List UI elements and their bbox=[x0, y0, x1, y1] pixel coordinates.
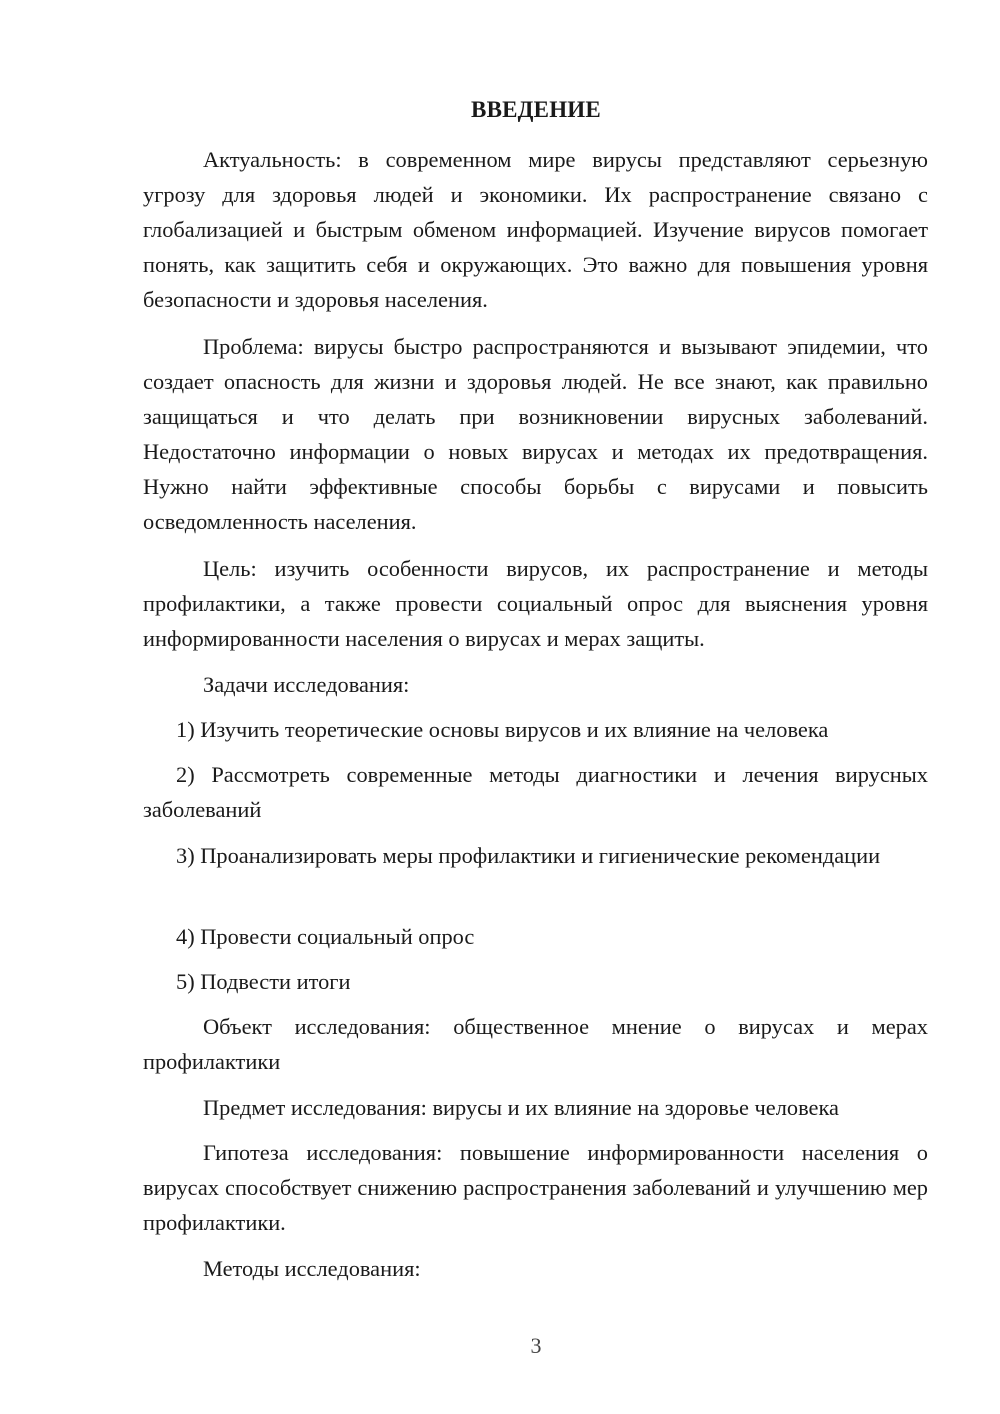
task-5-block bbox=[143, 964, 928, 999]
task-item-3: 3) Проанализировать меры профилактики и гигиенические рекомендации bbox=[176, 843, 881, 868]
paragraph-problem: Проблема: вирусы быстро распространяются и вызывают эпидемии, что создает опасность для жизни и здоровья людей. Не все знают, как правильно защищаться и что делать при возникновении вирусных заболеваний. Недостаточно информации о новых вирусах и методах их предотвращения. Нужно найти эффективные способы борьбы с вирусами и повысить осведомленность населения. bbox=[143, 334, 928, 534]
task-4-block bbox=[143, 919, 928, 954]
task-item-2: 2) Рассмотреть современные методы диагностики и лечения вирусных заболеваний bbox=[143, 762, 928, 822]
task-item-5: 5) Подвести итоги bbox=[176, 969, 351, 994]
research-methods: Методы исследования: bbox=[203, 1256, 421, 1281]
paragraph-problem-block bbox=[143, 329, 928, 539]
paragraph-relevance: Актуальность: в современном мире вирусы представляют серьезную угрозу для здоровья людей и экономики. Их распространение связано с глобализацией и быстрым обменом информацией. Изучение вирусов помогает понять, как защитить себя и окружающих. Это важно для повышения уровня безопасности и здоровья населения. bbox=[143, 147, 928, 312]
page-title: ВВЕДЕНИЕ bbox=[471, 97, 601, 122]
research-object: Объект исследования: общественное мнение о вирусах и мерах профилактики bbox=[143, 1014, 928, 1074]
tasks-heading: Задачи исследования: bbox=[203, 672, 410, 697]
research-hypothesis: Гипотеза исследования: повышение информированности населения о вирусах способствует снижению распространения заболеваний и улучшению мер профилактики. bbox=[143, 1140, 928, 1235]
task-2-block bbox=[143, 757, 928, 827]
paragraph-goal-block bbox=[143, 551, 928, 656]
research-object-block bbox=[143, 1009, 928, 1079]
task-item-4: 4) Провести социальный опрос bbox=[176, 924, 475, 949]
page-number: 3 bbox=[530, 1333, 542, 1358]
paragraph-relevance-block bbox=[143, 142, 928, 317]
paragraph-goal: Цель: изучить особенности вирусов, их распространение и методы профилактики, а также провести социальный опрос для выяснения уровня информированности населения о вирусах и мерах защиты. bbox=[143, 556, 928, 651]
research-hypothesis-block bbox=[143, 1135, 928, 1240]
research-subject: Предмет исследования: вирусы и их влияние на здоровье человека bbox=[203, 1095, 839, 1120]
task-3-block bbox=[143, 838, 928, 873]
task-item-1: 1) Изучить теоретические основы вирусов и их влияние на человека bbox=[176, 717, 829, 742]
research-subject-block bbox=[143, 1090, 928, 1125]
tasks-heading-block bbox=[143, 667, 928, 702]
task-1-block bbox=[143, 712, 928, 747]
research-methods-block bbox=[143, 1251, 928, 1286]
